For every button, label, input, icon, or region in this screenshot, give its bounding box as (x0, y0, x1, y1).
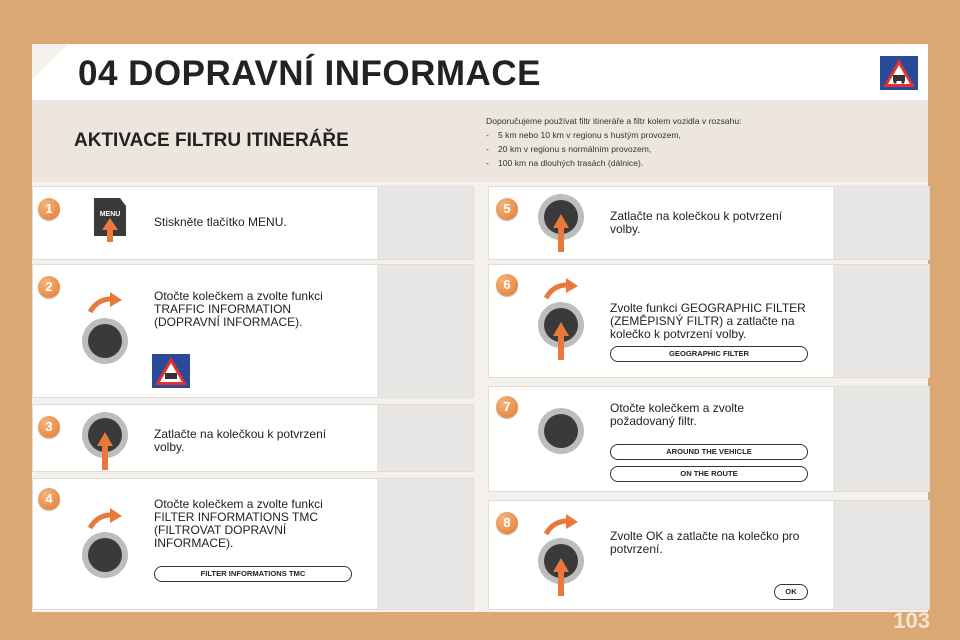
step-text: Otočte kolečkem a zvolte požadovaný filtr. (610, 401, 745, 428)
menu-option-filter-informations-tmc[interactable]: FILTER INFORMATIONS TMC (154, 566, 352, 582)
menu-button-label: MENU (99, 211, 121, 218)
page-number: 103 (893, 608, 930, 633)
push-knob-icon (536, 536, 586, 598)
rotate-arrow-icon (88, 508, 124, 530)
range-note (486, 114, 916, 170)
radio-thumbnail (377, 187, 473, 259)
rotate-arrow-icon (88, 292, 124, 314)
menu-option-geographic-filter[interactable]: GEOGRAPHIC FILTER (610, 346, 808, 362)
radio-thumbnail (833, 187, 929, 259)
step-number-badge: 6 (496, 274, 518, 296)
step-number-badge: 2 (38, 276, 60, 298)
range-list (486, 128, 916, 170)
step-number-badge: 7 (496, 396, 518, 418)
push-knob-icon (536, 192, 586, 254)
control-knob-icon (536, 406, 586, 456)
radio-thumbnail (377, 405, 473, 471)
menu-option-ok[interactable]: OK (774, 584, 808, 600)
step-text: Zatlačte na kolečkou k potvrzení volby. (154, 427, 327, 454)
step-text: Otočte kolečkem a zvolte funkci TRAFFIC INFORMATION (DOPRAVNÍ INFORMACE). (154, 289, 323, 329)
step-number-badge: 4 (38, 488, 60, 510)
step-text: Zvolte funkci GEOGRAPHIC FILTER (ZEMĚPISNÝ FILTR) a zatlačte na kolečko k potvrzení volby. (610, 301, 806, 341)
page-title: 04 DOPRAVNÍ INFORMACE (78, 54, 541, 93)
menu-option-on-the-route[interactable]: ON THE ROUTE (610, 466, 808, 482)
rotate-arrow-icon (544, 278, 580, 300)
traffic-info-icon (880, 56, 918, 90)
step-number-badge: 3 (38, 416, 60, 438)
control-knob-icon (80, 530, 130, 580)
step-number-badge: 5 (496, 198, 518, 220)
range-note-text: Doporučujeme používat filtr itineráře a filtr kolem vozidla v rozsahu: (486, 116, 742, 126)
radio-thumbnail (833, 265, 929, 377)
rotate-arrow-icon (544, 514, 580, 536)
push-knob-icon (80, 410, 130, 472)
traffic-info-icon (152, 354, 190, 388)
section-subtitle: AKTIVACE FILTRU ITINERÁŘE (74, 130, 349, 151)
radio-thumbnail (377, 265, 473, 397)
step-text: Stiskněte tlačítko MENU. (154, 215, 287, 229)
step-text: Zatlačte na kolečkou k potvrzení volby. (610, 209, 783, 236)
step-number-badge: 8 (496, 512, 518, 534)
step-number-badge: 1 (38, 198, 60, 220)
step-text: Zvolte OK a zatlačte na kolečko pro potvrzení. (610, 529, 800, 556)
radio-thumbnail (833, 501, 929, 609)
control-knob-icon (80, 316, 130, 366)
range-item: - 100 km na dlouhých trasách (dálnice). (486, 156, 916, 170)
step-text: Otočte kolečkem a zvolte funkci FILTER INFORMATIONS TMC (FILTROVAT DOPRAVNÍ INFORMACE). (154, 497, 323, 550)
push-knob-icon (536, 300, 586, 362)
range-item: - 5 km nebo 10 km v regionu s hustým provozem, (486, 128, 916, 142)
menu-button-icon (88, 196, 132, 244)
menu-option-around-the-vehicle[interactable]: AROUND THE VEHICLE (610, 444, 808, 460)
radio-thumbnail (377, 479, 473, 609)
radio-thumbnail (833, 387, 929, 491)
range-item: - 20 km v regionu s normálním provozem, (486, 142, 916, 156)
